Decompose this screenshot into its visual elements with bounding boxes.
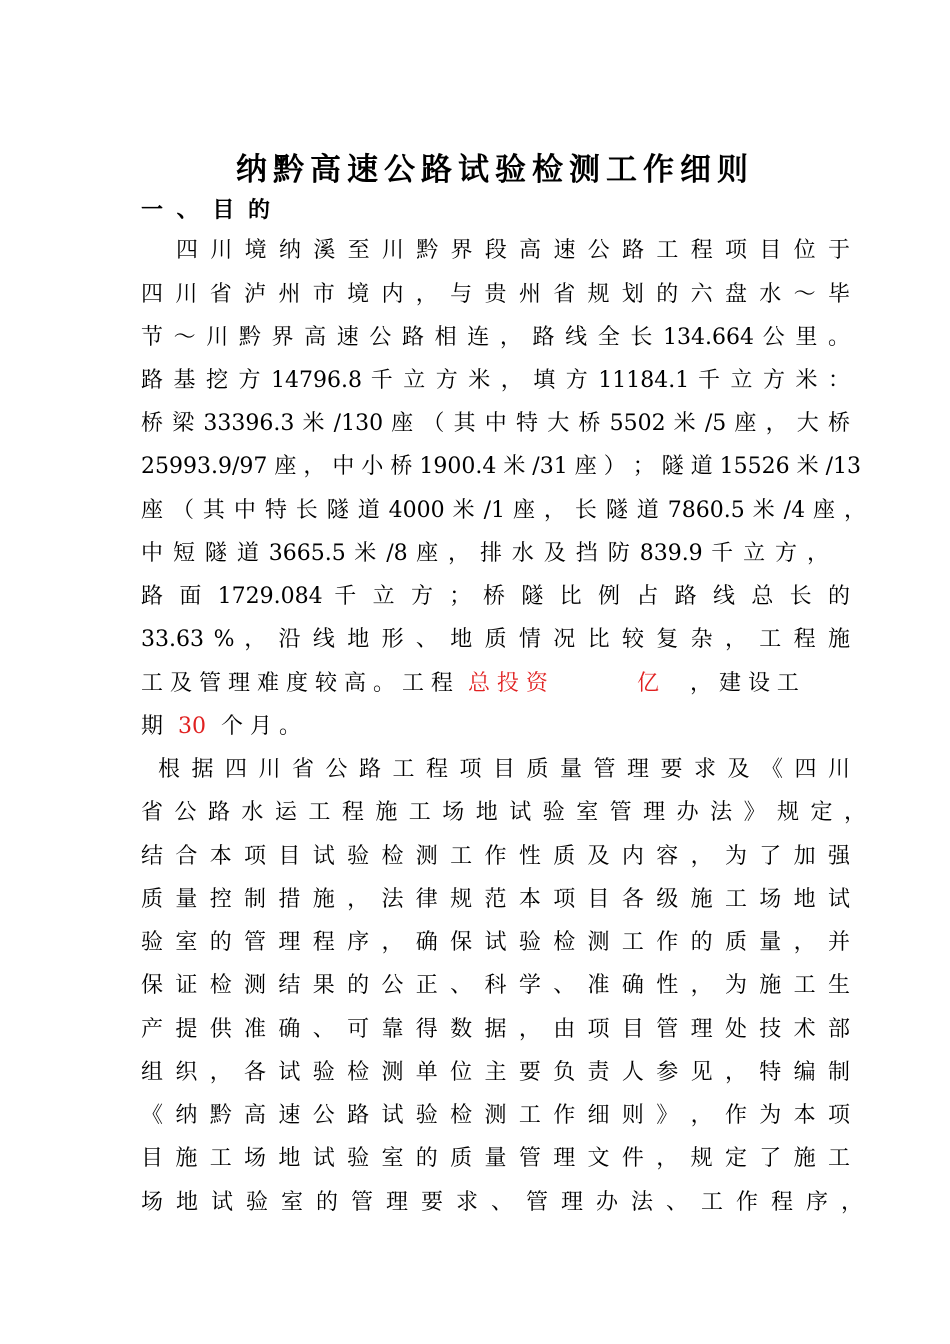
paragraph-line: 桥 梁 33396.3 米 /130 座 （ 其 中 特 大 桥 5502 米 /5 座 ， 大 桥 [141, 411, 850, 436]
paragraph-line: 场 地 试 验 室 的 管 理 要 求 、 管 理 办 法 、 工 作 程 序 ， [141, 1190, 863, 1215]
investment-prefix: 工 及 管 理 难 度 较 高 。 工 程 [141, 671, 453, 696]
paragraph-line: 验 室 的 管 理 程 序 ， 确 保 试 验 检 测 工 作 的 质 量 ， 并 [141, 930, 850, 955]
paragraph-line: 33.63 % ， 沿 线 地 形 、 地 质 情 况 比 较 复 杂 ， 工 程 施 [141, 627, 850, 652]
paragraph-line: 25993.9/97 座 ， 中 小 桥 1900.4 米 /31 座 ） ； 隧 道 15526 米 /13 [141, 454, 862, 479]
paragraph-line: 质 量 控 制 措 施 ， 法 律 规 范 本 项 目 各 级 施 工 场 地 试 [141, 887, 850, 912]
duration-months: 30 [178, 714, 207, 739]
paragraph-line: 路 基 挖 方 14796.8 千 立 方 米 ， 填 方 11184.1 千 立 方 米 ： [141, 368, 850, 393]
paragraph-line: 四 川 省 泸 州 市 境 内 ， 与 贵 州 省 规 划 的 六 盘 水 ～ 毕 [141, 282, 850, 307]
paragraph-line: 节 ～ 川 黔 界 高 速 公 路 相 连 ， 路 线 全 长 134.664 公 里 。 [141, 325, 850, 350]
paragraph-line: 省 公 路 水 运 工 程 施 工 场 地 试 验 室 管 理 办 法 》 规 定 ， [141, 800, 866, 825]
paragraph-line: 组 织 ， 各 试 验 检 测 单 位 主 要 负 责 人 参 见 ， 特 编 制 [141, 1060, 850, 1085]
paragraph-line: 路 面 1729.084 千 立 方 ； 桥 隧 比 例 占 路 线 总 长 的 [141, 584, 850, 609]
paragraph-line: 四 川 境 纳 溪 至 川 黔 界 段 高 速 公 路 工 程 项 目 位 于 [176, 238, 850, 263]
paragraph-line-investment [141, 664, 850, 704]
paragraph-line: 中 短 隧 道 3665.5 米 /8 座 ， 排 水 及 挡 防 839.9 千 立 方 ， [141, 541, 829, 566]
paragraph-line: 结 合 本 项 目 试 验 检 测 工 作 性 质 及 内 容 ， 为 了 加 强 [141, 844, 850, 869]
duration-prefix: 期 [141, 714, 164, 739]
paragraph-line: 座 （ 其 中 特 长 隧 道 4000 米 /1 座 ， 长 隧 道 7860.5 米 /4 座 ， [141, 498, 866, 523]
paragraph-line: 产 提 供 准 确 、 可 靠 得 数 据 ， 由 项 目 管 理 处 技 术 部 [141, 1017, 850, 1042]
investment-unit: 亿 [636, 671, 659, 696]
total-investment-label: 总 投 资 [467, 671, 548, 696]
investment-suffix: ， 建 设 工 [689, 671, 799, 696]
duration-suffix: 个 月 。 [221, 714, 302, 739]
paragraph-line: 根 据 四 川 省 公 路 工 程 项 目 质 量 管 理 要 求 及 《 四 川 [158, 757, 850, 782]
section-heading: 一 、 目 的 [141, 197, 273, 223]
paragraph-line: 保 证 检 测 结 果 的 公 正 、 科 学 、 准 确 性 ， 为 施 工 生 [141, 973, 850, 998]
paragraph-line: 《 纳 黔 高 速 公 路 试 验 检 测 工 作 细 则 》 ， 作 为 本 项 [141, 1103, 850, 1128]
paragraph-line: 目 施 工 场 地 试 验 室 的 质 量 管 理 文 件 ， 规 定 了 施 工 [141, 1146, 850, 1171]
paragraph-line-duration [141, 707, 850, 747]
document-title: 纳黔高速公路试验检测工作细则 [236, 152, 754, 188]
